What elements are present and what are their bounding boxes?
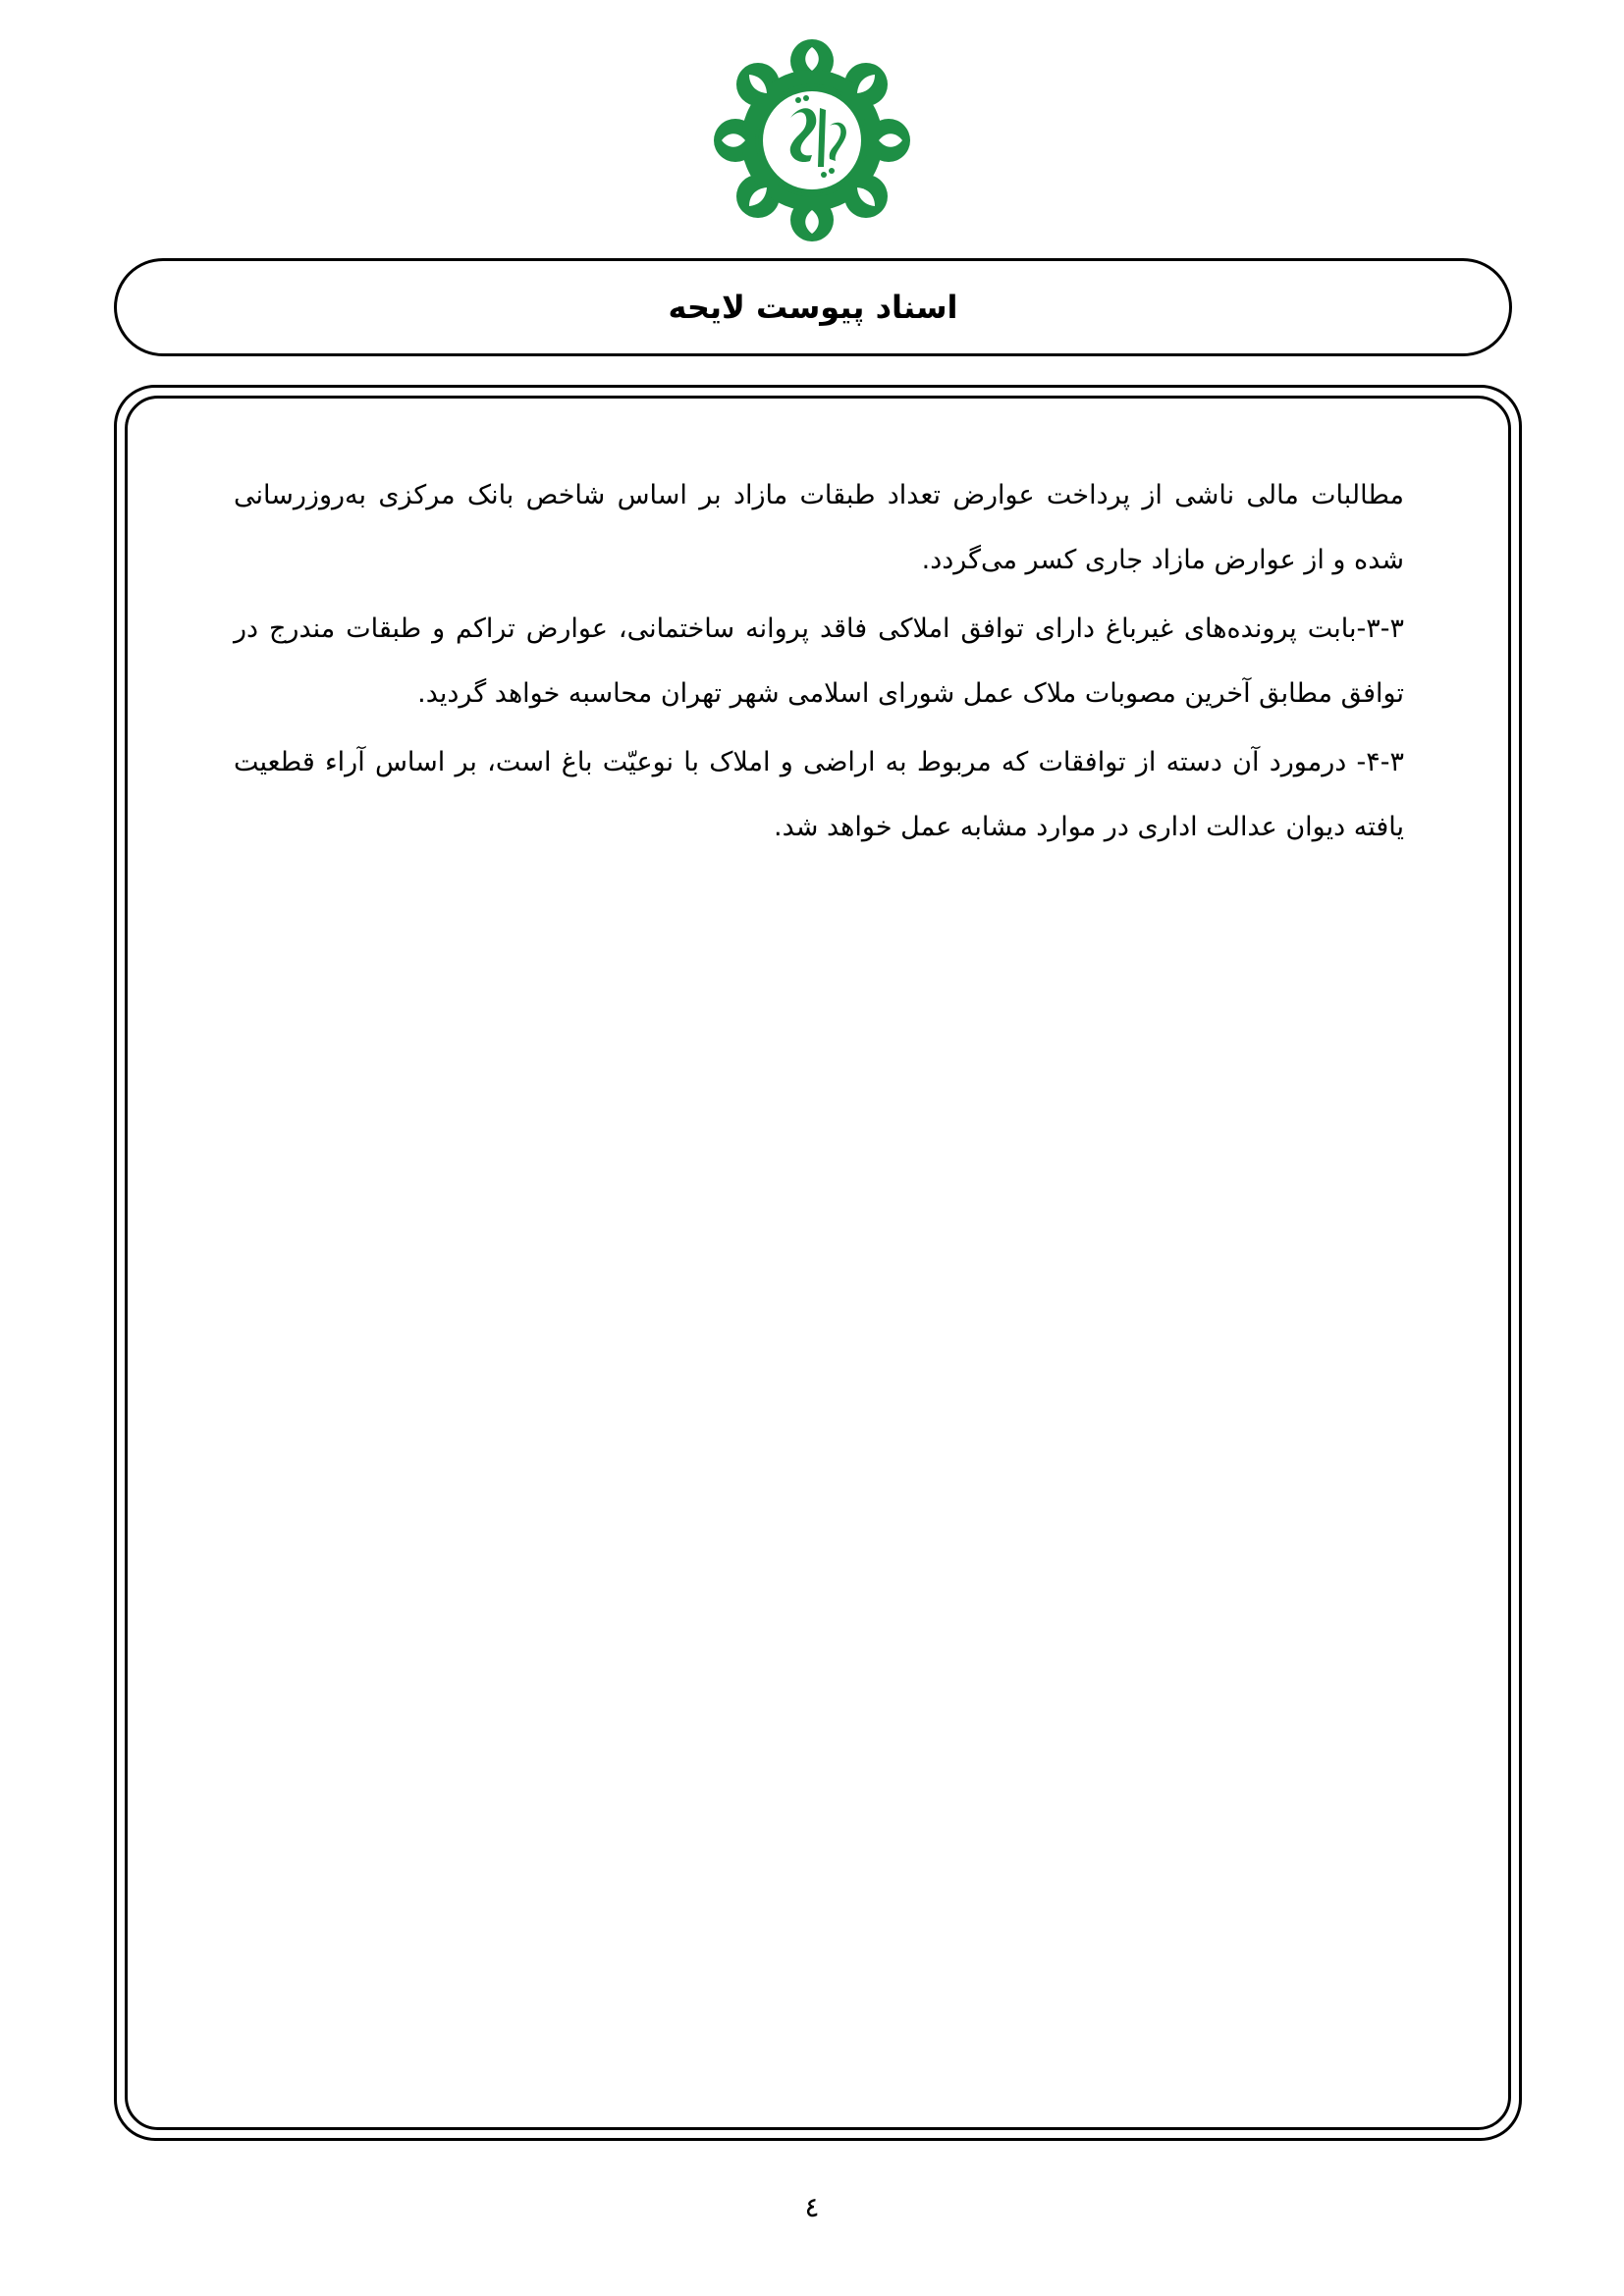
paragraph-2: ۳-۳-بابت پرونده‌های غیرباغ دارای توافق املاکی فاقد پروانه ساختمانی، عوارض تراکم و طبقات مندرج در توافق مطابق آخرین مصوبات ملاک عمل شورای اسلامی شهر تهران محاسبه خواهد گردید.: [234, 614, 1404, 709]
page-number: ٤: [804, 2191, 820, 2223]
paragraph-1: مطالبات مالی ناشی از پرداخت عوارض تعداد طبقات مازاد بر اساس شاخص بانک مرکزی به‌روزرسانی شده و از عوارض مازاد جاری کسر می‌گردد.: [234, 480, 1404, 575]
paragraph-3: ۴-۳- درمورد آن دسته از توافقات که مربوط به اراضی و املاک با نوعیّت باغ است، بر اساس آراء قطعیت یافته دیوان عدالت اداری در موارد مشابه عمل خواهد شد.: [234, 747, 1404, 842]
document-body: [234, 463, 1404, 860]
page-title: اسناد پیوست لایحه: [668, 289, 958, 326]
tehran-municipality-logo-icon: [714, 39, 910, 241]
title-box: [114, 258, 1512, 356]
